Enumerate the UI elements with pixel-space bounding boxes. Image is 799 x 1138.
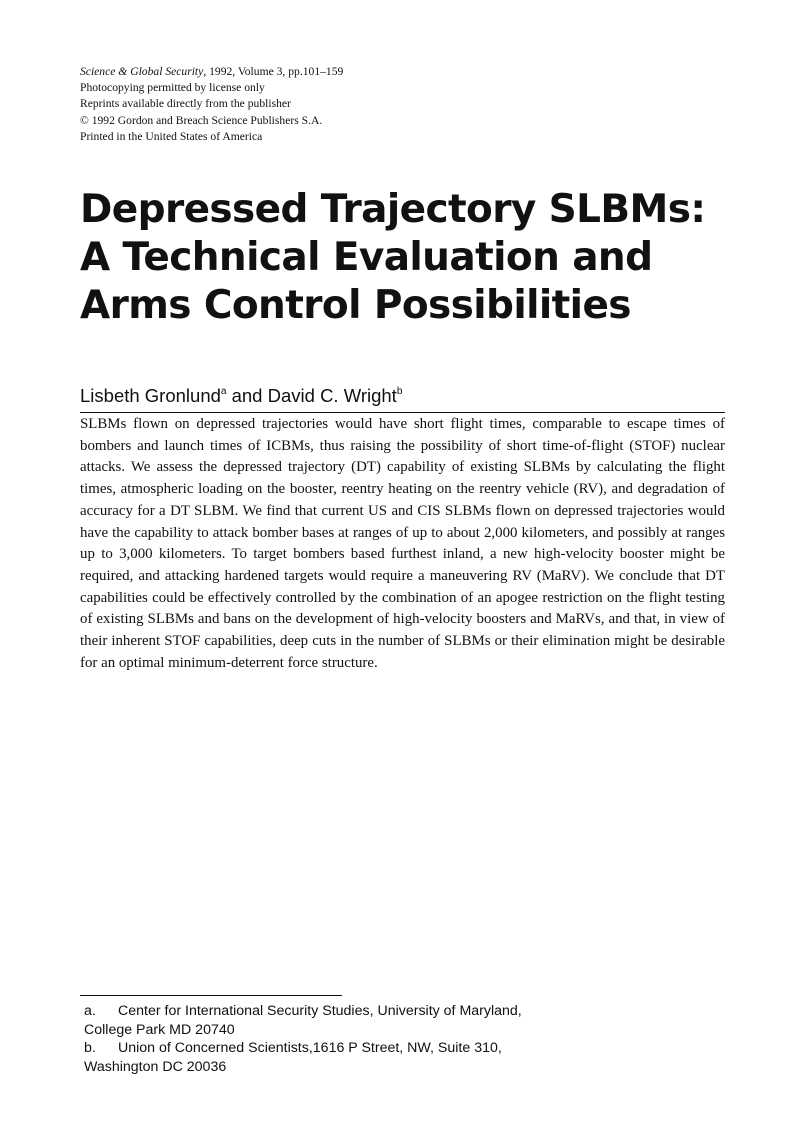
author-affiliation-mark-2: b bbox=[396, 386, 403, 397]
author-conjunction: and bbox=[226, 385, 268, 406]
publication-info bbox=[80, 64, 500, 145]
footnote-divider bbox=[80, 995, 342, 996]
author-name-1: Lisbeth Gronlund bbox=[80, 385, 221, 406]
paper-title bbox=[80, 186, 760, 330]
abstract: SLBMs flown on depressed trajectories would have short flight times, comparable to escape times of bombers and launch times of ICBMs, thus raising the possibility of short time-of-flight (STOF) nuclear attacks. We assess the depressed trajectory (DT) capability of existing SLBMs by calculating the flight times, atmospheric loading on the booster, reentry heating on the reentry vehicle (RV), and degradation of accuracy for a DT SLBM. We find that current US and CIS SLBMs flown on depressed trajectories would have the capability to attack bomber bases at ranges of up to about 2,000 kilometers, and possibly at ranges up to 3,000 kilometers. To target bombers based furthest inland, a new high-velocity booster might be required, and attacking hardened targets would require a maneuvering RV (MaRV). We conclude that DT capabilities could be effectively controlled by the combination of an apogee restriction on the flight testing of existing SLBMs and bans on the development of high-velocity boosters and MaRVs, and that, in view of their inherent STOF capabilities, deep cuts in the number of SLBMs or their elimination might be desirable for an optimal minimum-deterrent force structure. bbox=[80, 416, 725, 671]
title-line-2: A Technical Evaluation and bbox=[80, 235, 653, 280]
footnote-a-label: a. bbox=[84, 1003, 96, 1019]
title-line-1: Depressed Trajectory SLBMs: bbox=[80, 187, 706, 232]
footnote-b-affiliation: Union of Concerned Scientists,1616 P Street, NW, Suite 310, bbox=[118, 1040, 502, 1056]
title-line-3: Arms Control Possibilities bbox=[80, 283, 631, 328]
author-byline bbox=[80, 384, 725, 413]
footnotes bbox=[84, 1002, 684, 1076]
footnote-b-address: Washington DC 20036 bbox=[84, 1058, 227, 1075]
reprints-notice: Reprints available directly from the publisher bbox=[80, 97, 291, 111]
copyright-notice: © 1992 Gordon and Breach Science Publishers S.A. bbox=[80, 113, 323, 127]
journal-citation: , 1992, Volume 3, pp.101–159 bbox=[203, 65, 344, 78]
footnote-a-line-1 bbox=[84, 1002, 684, 1021]
author-affiliation-mark-1: a bbox=[220, 386, 227, 397]
journal-citation-line bbox=[80, 64, 500, 80]
footnote-a-affiliation: Center for International Security Studies, University of Maryland, bbox=[118, 1003, 522, 1019]
footnote-b-line-1 bbox=[84, 1039, 684, 1058]
printed-notice: Printed in the United States of America bbox=[80, 129, 263, 143]
author-name-2: David C. Wright bbox=[267, 385, 397, 406]
footnote-a-address: College Park MD 20740 bbox=[84, 1021, 235, 1038]
photocopying-notice: Photocopying permitted by license only bbox=[80, 81, 265, 95]
footnote-b-label: b. bbox=[84, 1040, 96, 1056]
journal-name: Science & Global Security bbox=[80, 65, 204, 78]
